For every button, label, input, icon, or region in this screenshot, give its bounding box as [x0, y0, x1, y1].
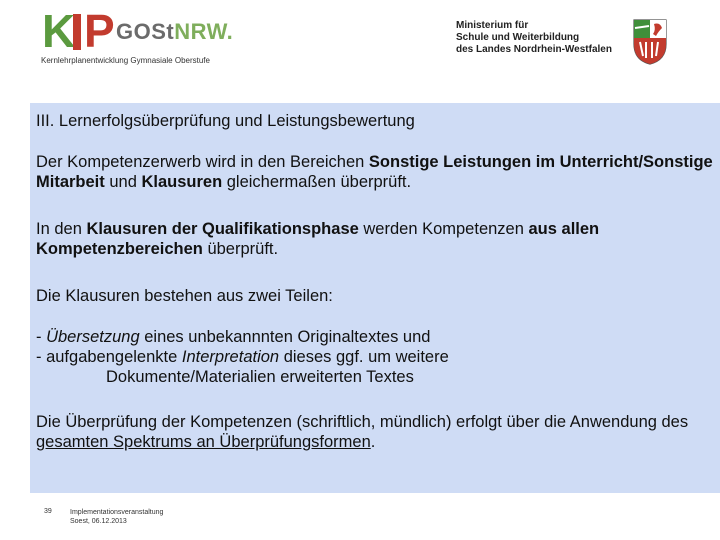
paragraph-qualification-exams: In den Klausuren der Qualifikationsphase werden Kompetenzen aus allen Kompetenzbereichen überprüft.	[36, 220, 600, 258]
footer-event: Implementationsveranstaltung Soest, 06.12.2013	[70, 509, 164, 525]
paragraph-exam-parts: Die Klausuren bestehen aus zwei Teilen:	[36, 287, 333, 305]
list-item: - aufgabengelenkte Interpretation dieses ggf. um weitere	[36, 348, 449, 366]
logo-letter-p: P	[84, 5, 115, 57]
ministry-name: Ministerium für Schule und Weiterbildung des Landes Nordrhein-Westfalen	[456, 20, 612, 55]
exam-parts-list	[36, 327, 449, 387]
content-panel	[30, 103, 720, 493]
logo-bar	[73, 14, 81, 50]
logo-subtitle: Kernlehrplanentwicklung Gymnasiale Oberstufe	[41, 56, 210, 65]
paragraph-assessment-forms: Die Überprüfung der Kompetenzen (schriftlich, mündlich) erfolgt über die Anwendung des gesamten Spektrums an Überprüfungsformen.	[36, 413, 689, 451]
paragraph-competence-acquisition: Der Kompetenzerwerb wird in den Bereichen Sonstige Leistungen im Unterricht/Sonstige Mitarbeit und Klausuren gleichermaßen überprüft.	[36, 153, 713, 191]
kp-gost-logo	[38, 6, 298, 66]
logo-letter-k: K	[42, 5, 74, 57]
page-number: 39	[44, 508, 52, 515]
logo-wordmark: GOStNRW.	[116, 19, 234, 44]
list-item: - Übersetzung eines unbekannnten Originaltextes und	[36, 328, 431, 346]
nrw-crest-icon	[632, 18, 668, 66]
section-title: III. Lernerfolgsüberprüfung und Leistungsbewertung	[36, 112, 415, 130]
list-item-continuation: Dokumente/Materialien erweiterten Textes	[106, 368, 414, 386]
